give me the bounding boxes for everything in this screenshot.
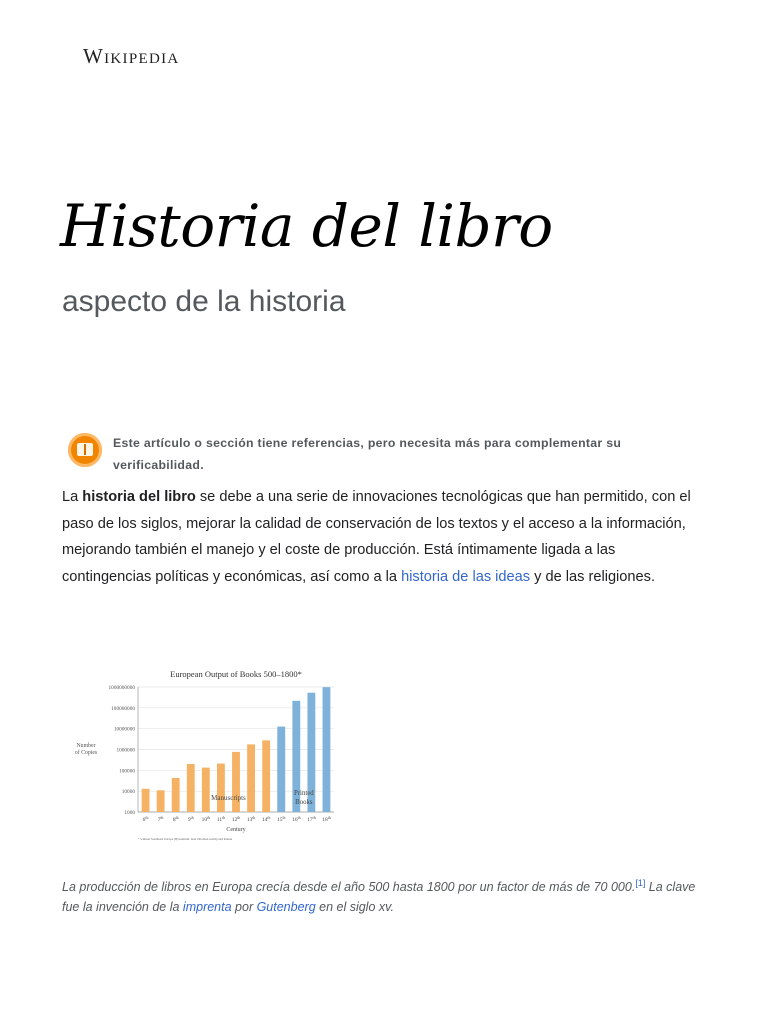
link-imprenta[interactable]: imprenta [182, 900, 232, 915]
x-tick-label: 8th [172, 816, 179, 823]
bar-manuscripts-11th [217, 764, 225, 812]
bar-printed-books-15th [277, 727, 285, 812]
x-tick-label: 18th [322, 816, 331, 823]
y-tick-label: 10000 [121, 789, 135, 796]
x-tick-label: 15th [276, 816, 286, 823]
intro-paragraph [62, 484, 702, 590]
x-axis-label: Century [226, 827, 246, 833]
intro-text-1: La [62, 489, 83, 505]
x-tick-label: 17th [307, 816, 316, 823]
x-tick-label: 9th [187, 816, 194, 823]
book-output-chart[interactable] [70, 665, 340, 845]
bar-manuscripts-8th [172, 778, 180, 812]
bar-manuscripts-13th [247, 744, 255, 812]
x-tick-label: 12th [231, 816, 241, 823]
bar-manuscripts-7th [157, 790, 165, 812]
bar-manuscripts-10th [202, 768, 210, 812]
bar-manuscripts-12th [232, 752, 240, 812]
references-notice [113, 432, 673, 476]
bar-manuscripts-14th [262, 740, 270, 812]
caption-text-1: La producción de libros en Europa crecía desde el año 500 hasta 1800 por un factor de más de 70 000. [62, 880, 636, 895]
bar-manuscripts-9th [187, 764, 195, 812]
x-tick-label: 7th [157, 816, 164, 823]
intro-bold-term: historia del libro [82, 489, 196, 505]
series-label-printed-line2: Books [295, 799, 313, 806]
x-tick-label: 16th [292, 816, 301, 823]
figure-caption [62, 873, 702, 917]
x-tick-label: 13th [246, 816, 256, 823]
book-icon [68, 433, 102, 467]
wikipedia-logo[interactable]: Wikipedia [83, 44, 180, 68]
y-tick-label: 100000 [119, 768, 135, 775]
page-subtitle: aspecto de la historia [62, 285, 346, 318]
y-tick-label: 1000 [124, 810, 135, 816]
caption-text-4: en el siglo xv. [315, 900, 394, 915]
bar-printed-books-18th [323, 687, 331, 812]
y-tick-label: 10000000 [113, 726, 135, 733]
link-historia-de-las-ideas[interactable]: historia de las ideas [401, 568, 531, 585]
series-label-manuscripts: Manuscripts [211, 794, 246, 802]
chart-title: European Output of Books 500–1800* [170, 669, 302, 679]
series-label-printed-line1: Printed [294, 790, 314, 797]
x-tick-label: 14th [261, 816, 271, 823]
intro-text-2: se debe a una serie de innovaciones tecnológicas que han permitido, con el paso de los siglos, mejorar la calidad de conservación de los textos y el acceso a la información, mejorando también el manejo y el coste de producción. Está íntimamente ligada a las contingencias políticas y económicas, así como a la [62, 489, 691, 585]
notice-text-line1: Este artículo o sección tiene referencias, pero necesita más para complementar su [113, 436, 622, 450]
chart-footnote: * without Southeast Europe (Byzantium, later Ottoman realm) and Russia [138, 837, 233, 841]
caption-text-3: por [231, 900, 257, 915]
x-tick-label: 11th [216, 816, 226, 823]
link-gutenberg[interactable]: Gutenberg [256, 900, 316, 915]
y-tick-label: 1000000000 [108, 685, 135, 691]
reference-link-1[interactable]: [1] [635, 878, 646, 888]
page-title: Historia del libro [60, 192, 553, 260]
y-tick-label: 100000000 [111, 705, 135, 712]
y-tick-label: 1000000 [116, 747, 135, 754]
x-tick-label: 10th [201, 816, 211, 823]
intro-text-3: y de las religiones. [530, 568, 656, 585]
caption-text-2: La clave fue la invención de la [62, 880, 696, 915]
notice-text-line2: verificabilidad. [113, 458, 204, 472]
y-axis-label-line1: Number [76, 743, 96, 749]
y-axis-label-line2: of Copies [74, 750, 98, 756]
bar-manuscripts-6th [142, 789, 150, 812]
x-tick-label: 6th [142, 816, 149, 823]
